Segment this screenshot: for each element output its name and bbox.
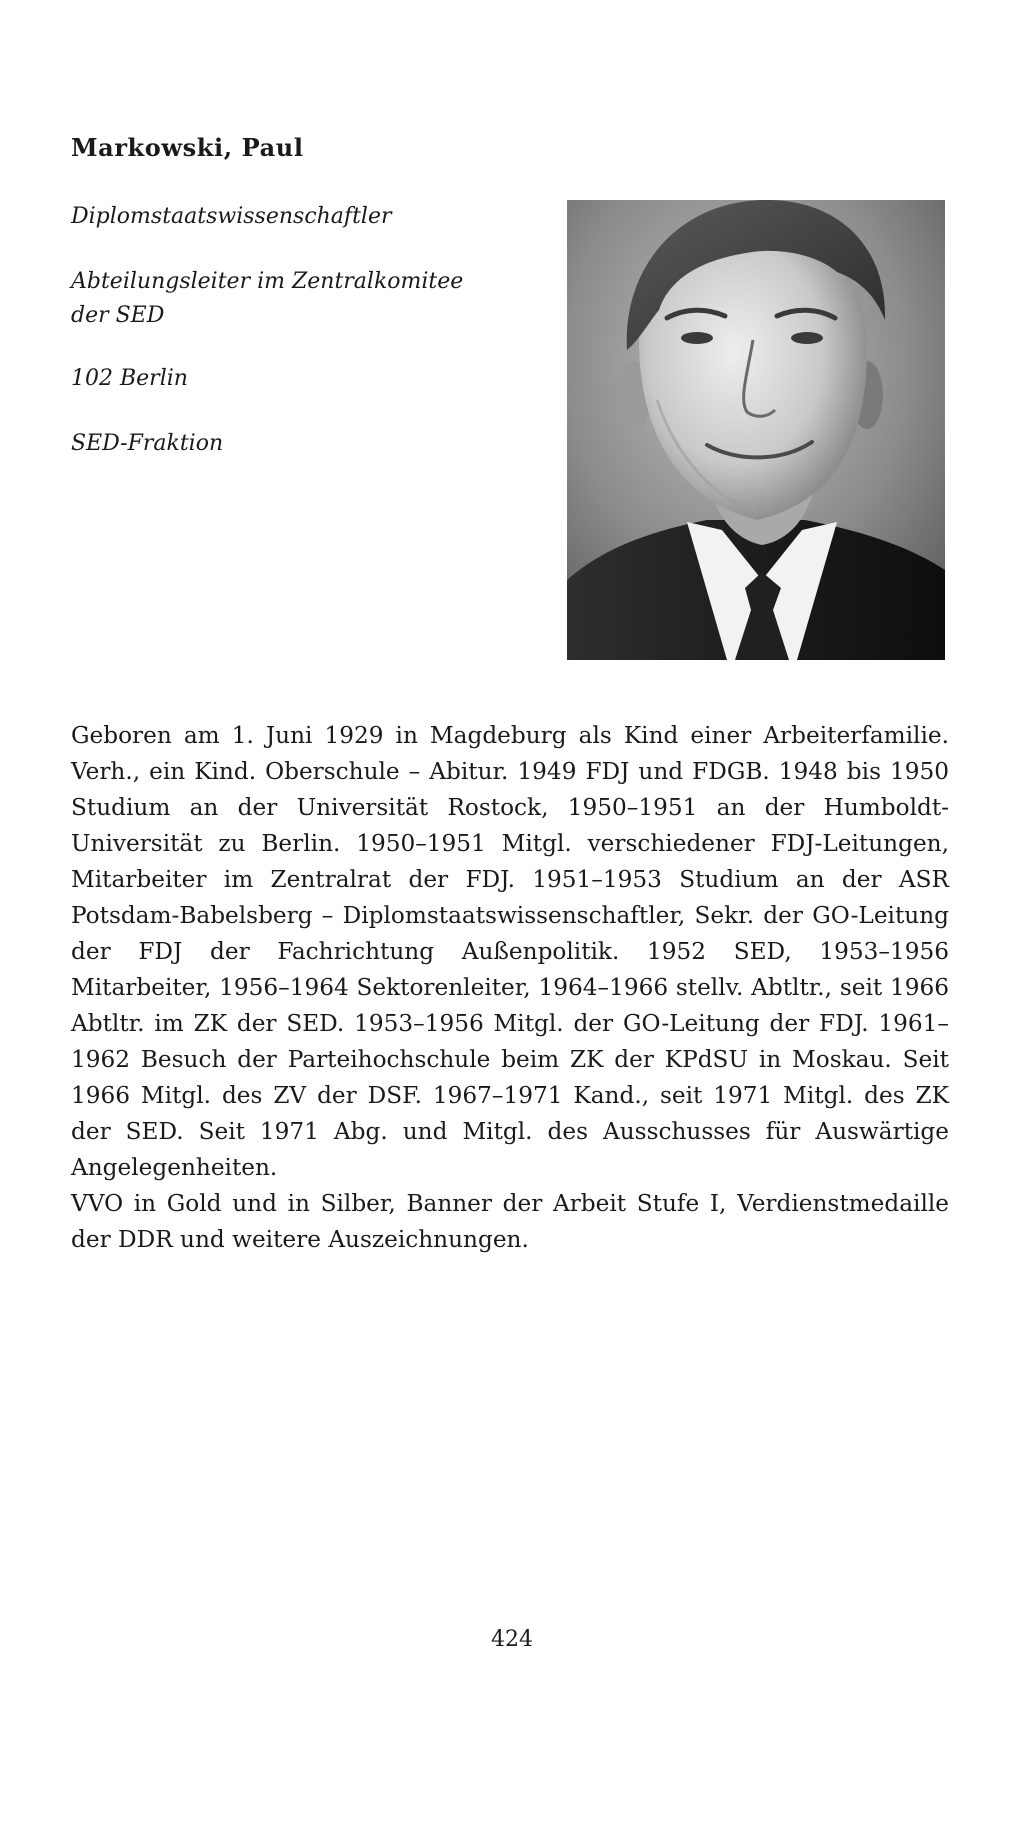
person-name: Markowski, Paul bbox=[71, 133, 304, 162]
portrait-photo-icon bbox=[567, 200, 945, 660]
profession: Diplomstaatswissenschaftler bbox=[71, 204, 392, 229]
residence: 102 Berlin bbox=[71, 366, 188, 391]
biography-paragraph: Geboren am 1. Juni 1929 in Magdeburg als Kind einer Arbeiterfamilie. Verh., ein Kind. Oberschule – Abitur. 1949 FDJ und FDGB. 1948 bis 1950 Studium an der Universität Rostock, 1950–1951 an der Humboldt-Universität zu Berlin. 1950–1951 Mitgl. verschiedener FDJ-Leitungen, Mitarbeiter im Zentralrat der FDJ. 1951–1953 Studium an der ASR Potsdam-Babelsberg – Diplomstaatswissenschaftler, Sekr. der GO-Leitung der FDJ der Fachrichtung Außenpolitik. 1952 SED, 1953–1956 Mitarbeiter, 1956–1964 Sektorenleiter, 1964–1966 stellv. Abtltr., seit 1966 Abtltr. im ZK der SED. 1953–1956 Mitgl. der GO-Leitung der FDJ. 1961–1962 Besuch der Parteihochschule beim ZK der KPdSU in Moskau. Seit 1966 Mitgl. des ZV der DSF. 1967–1971 Kand., seit 1971 Mitgl. des ZK der SED. Seit 1971 Abg. und Mitgl. des Ausschusses für Auswärtige Angelegenheiten. bbox=[71, 722, 949, 1181]
awards-paragraph: VVO in Gold und in Silber, Banner der Arbeit Stufe I, Verdienstmedaille der DDR und weitere Auszeichnungen. bbox=[71, 1190, 949, 1253]
position bbox=[71, 265, 471, 333]
faction: SED-Fraktion bbox=[71, 431, 224, 456]
position-text: Abteilungsleiter im Zentralkomitee der SED bbox=[71, 269, 464, 328]
biography-text bbox=[71, 718, 949, 1258]
page-number: 424 bbox=[491, 1627, 533, 1652]
